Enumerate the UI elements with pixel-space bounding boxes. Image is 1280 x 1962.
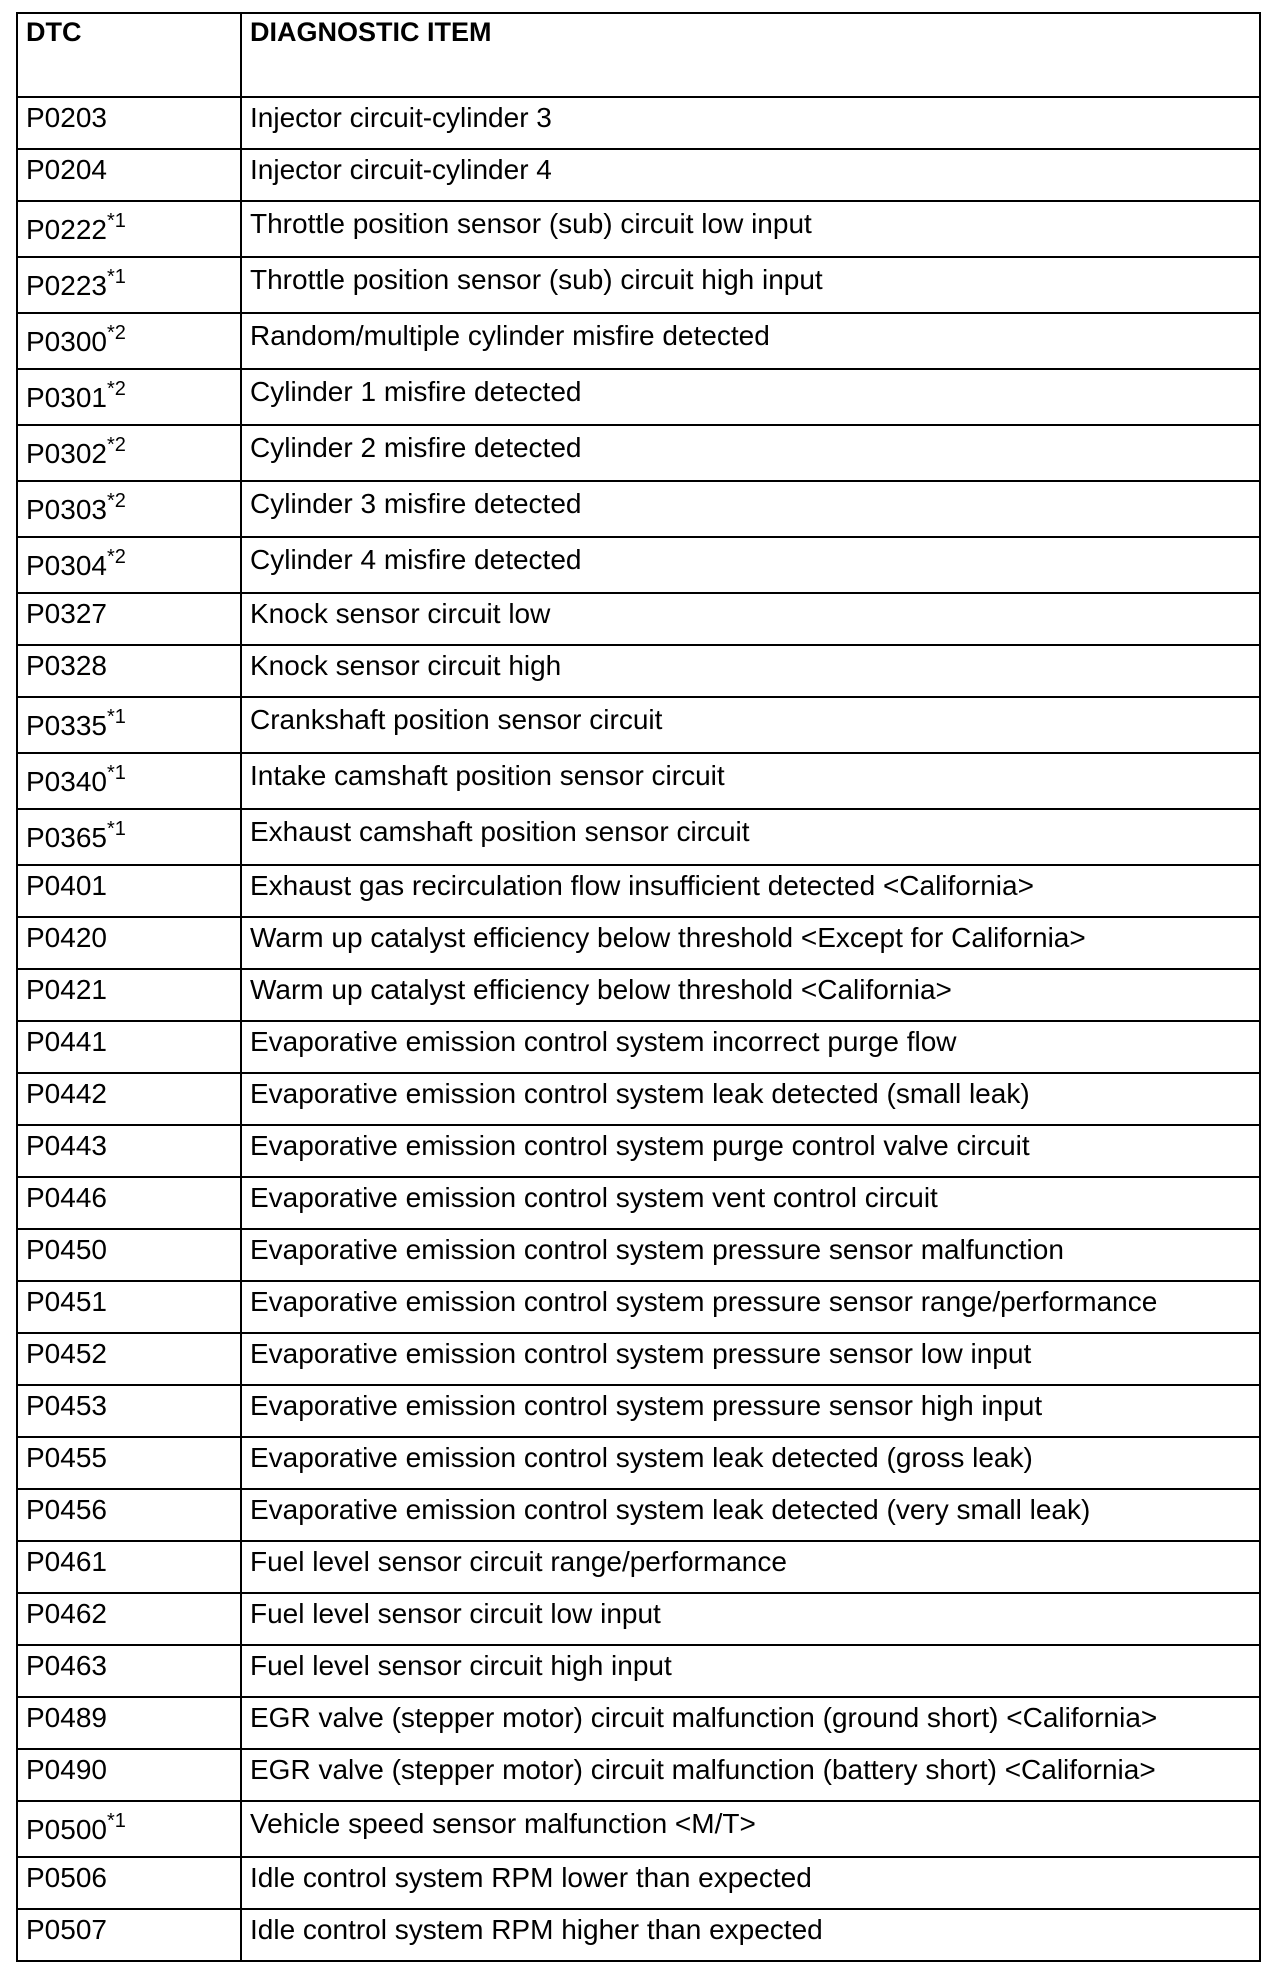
table-row xyxy=(17,1125,1260,1177)
dtc-code: P0304 xyxy=(26,550,107,581)
dtc-code: P0500 xyxy=(26,1814,107,1845)
dtc-code: P0452 xyxy=(26,1338,107,1369)
diagnostic-item-cell: Evaporative emission control system pressure sensor malfunction xyxy=(241,1229,1260,1281)
dtc-code: P0204 xyxy=(26,154,107,185)
dtc-note-mark: *2 xyxy=(106,377,126,400)
dtc-code-cell xyxy=(17,1593,241,1645)
diagnostic-item-cell: Evaporative emission control system leak detected (small leak) xyxy=(241,1073,1260,1125)
dtc-code: P0302 xyxy=(26,438,107,469)
dtc-code-cell xyxy=(17,969,241,1021)
diagnostic-item-cell: Evaporative emission control system vent control circuit xyxy=(241,1177,1260,1229)
dtc-code: P0301 xyxy=(26,382,107,413)
dtc-code-cell xyxy=(17,1749,241,1801)
diagnostic-item-cell: Evaporative emission control system pressure sensor high input xyxy=(241,1385,1260,1437)
dtc-code: P0327 xyxy=(26,598,107,629)
table-row xyxy=(17,697,1260,753)
dtc-code: P0453 xyxy=(26,1390,107,1421)
diagnostic-item-cell: Throttle position sensor (sub) circuit high input xyxy=(241,257,1260,313)
table-row xyxy=(17,481,1260,537)
dtc-code: P0490 xyxy=(26,1754,107,1785)
dtc-code: P0421 xyxy=(26,974,107,1005)
table-row xyxy=(17,1909,1260,1961)
diagnostic-item-cell: Cylinder 2 misfire detected xyxy=(241,425,1260,481)
table-row xyxy=(17,1697,1260,1749)
diagnostic-item-cell: Warm up catalyst efficiency below threshold <California> xyxy=(241,969,1260,1021)
diagnostic-item-cell: Throttle position sensor (sub) circuit low input xyxy=(241,201,1260,257)
diagnostic-item-cell: Fuel level sensor circuit high input xyxy=(241,1645,1260,1697)
table-row xyxy=(17,1229,1260,1281)
dtc-code: P0461 xyxy=(26,1546,107,1577)
diagnostic-item-cell: Cylinder 3 misfire detected xyxy=(241,481,1260,537)
dtc-code: P0507 xyxy=(26,1914,107,1945)
diagnostic-item-cell: Knock sensor circuit low xyxy=(241,593,1260,645)
diagnostic-item-cell: Idle control system RPM higher than expected xyxy=(241,1909,1260,1961)
dtc-code-cell xyxy=(17,1177,241,1229)
table-row xyxy=(17,1021,1260,1073)
header-dtc: DTC xyxy=(17,13,241,97)
dtc-code: P0443 xyxy=(26,1130,107,1161)
dtc-note-mark: *1 xyxy=(106,705,126,728)
dtc-code: P0442 xyxy=(26,1078,107,1109)
dtc-note-mark: *2 xyxy=(106,321,126,344)
dtc-code: P0203 xyxy=(26,102,107,133)
dtc-code-cell xyxy=(17,1021,241,1073)
dtc-code: P0446 xyxy=(26,1182,107,1213)
table-row xyxy=(17,1073,1260,1125)
dtc-code: P0303 xyxy=(26,494,107,525)
diagnostic-item-cell: Cylinder 1 misfire detected xyxy=(241,369,1260,425)
dtc-code-cell xyxy=(17,425,241,481)
dtc-code-cell xyxy=(17,1385,241,1437)
dtc-note-mark: *1 xyxy=(106,817,126,840)
dtc-code-cell xyxy=(17,593,241,645)
diagnostic-item-cell: Evaporative emission control system purge control valve circuit xyxy=(241,1125,1260,1177)
dtc-code-cell xyxy=(17,257,241,313)
dtc-code: P0328 xyxy=(26,650,107,681)
dtc-code-cell xyxy=(17,917,241,969)
diagnostic-item-cell: Vehicle speed sensor malfunction <M/T> xyxy=(241,1801,1260,1857)
table-row xyxy=(17,537,1260,593)
dtc-code-cell xyxy=(17,537,241,593)
dtc-note-mark: *1 xyxy=(106,1809,126,1832)
dtc-code-cell xyxy=(17,1333,241,1385)
diagnostic-item-cell: EGR valve (stepper motor) circuit malfunction (ground short) <California> xyxy=(241,1697,1260,1749)
dtc-code-cell xyxy=(17,313,241,369)
dtc-code: P0340 xyxy=(26,766,107,797)
dtc-code: P0462 xyxy=(26,1598,107,1629)
table-row xyxy=(17,917,1260,969)
dtc-code-cell xyxy=(17,1073,241,1125)
diagnostic-item-cell: Evaporative emission control system leak detected (gross leak) xyxy=(241,1437,1260,1489)
dtc-code: P0420 xyxy=(26,922,107,953)
dtc-code-cell xyxy=(17,1541,241,1593)
dtc-code-cell xyxy=(17,1801,241,1857)
table-row xyxy=(17,809,1260,865)
table-row xyxy=(17,969,1260,1021)
table-row xyxy=(17,425,1260,481)
dtc-code-cell xyxy=(17,1909,241,1961)
table-row xyxy=(17,149,1260,201)
table-header-row xyxy=(17,13,1260,97)
dtc-code-cell xyxy=(17,1645,241,1697)
table-row xyxy=(17,1801,1260,1857)
dtc-code-cell xyxy=(17,97,241,149)
dtc-note-mark: *1 xyxy=(106,209,126,232)
diagnostic-item-cell: Injector circuit-cylinder 3 xyxy=(241,97,1260,149)
diagnostic-item-cell: Fuel level sensor circuit range/performance xyxy=(241,1541,1260,1593)
dtc-code: P0463 xyxy=(26,1650,107,1681)
diagnostic-item-cell: Knock sensor circuit high xyxy=(241,645,1260,697)
table-row xyxy=(17,1333,1260,1385)
dtc-code-cell xyxy=(17,481,241,537)
dtc-code: P0441 xyxy=(26,1026,107,1057)
dtc-code-cell xyxy=(17,645,241,697)
dtc-code: P0506 xyxy=(26,1862,107,1893)
table-row xyxy=(17,369,1260,425)
diagnostic-item-cell: Idle control system RPM lower than expected xyxy=(241,1857,1260,1909)
dtc-code: P0456 xyxy=(26,1494,107,1525)
dtc-code: P0401 xyxy=(26,870,107,901)
diagnostic-item-cell: Intake camshaft position sensor circuit xyxy=(241,753,1260,809)
diagnostic-item-cell: Evaporative emission control system pressure sensor low input xyxy=(241,1333,1260,1385)
table-row xyxy=(17,593,1260,645)
diagnostic-item-cell: Evaporative emission control system incorrect purge flow xyxy=(241,1021,1260,1073)
dtc-code-cell xyxy=(17,369,241,425)
dtc-code-cell xyxy=(17,1437,241,1489)
dtc-code: P0223 xyxy=(26,270,107,301)
dtc-code-cell xyxy=(17,149,241,201)
dtc-code-cell xyxy=(17,1697,241,1749)
diagnostic-item-cell: Fuel level sensor circuit low input xyxy=(241,1593,1260,1645)
diagnostic-item-cell: EGR valve (stepper motor) circuit malfunction (battery short) <California> xyxy=(241,1749,1260,1801)
diagnostic-item-cell: Exhaust camshaft position sensor circuit xyxy=(241,809,1260,865)
dtc-note-mark: *1 xyxy=(106,265,126,288)
table-row xyxy=(17,201,1260,257)
dtc-note-mark: *2 xyxy=(106,433,126,456)
dtc-code: P0450 xyxy=(26,1234,107,1265)
dtc-code-cell xyxy=(17,809,241,865)
dtc-code-cell xyxy=(17,697,241,753)
diagnostic-item-cell: Warm up catalyst efficiency below threshold <Except for California> xyxy=(241,917,1260,969)
dtc-code-cell xyxy=(17,201,241,257)
table-row xyxy=(17,1749,1260,1801)
diagnostic-item-cell: Cylinder 4 misfire detected xyxy=(241,537,1260,593)
table-row xyxy=(17,257,1260,313)
diagnostic-item-cell: Crankshaft position sensor circuit xyxy=(241,697,1260,753)
dtc-code-cell xyxy=(17,1125,241,1177)
dtc-code-cell xyxy=(17,1489,241,1541)
dtc-code-cell xyxy=(17,1281,241,1333)
dtc-note-mark: *2 xyxy=(106,545,126,568)
diagnostic-item-cell: Random/multiple cylinder misfire detected xyxy=(241,313,1260,369)
dtc-code-cell xyxy=(17,1229,241,1281)
dtc-note-mark: *1 xyxy=(106,761,126,784)
dtc-code-cell xyxy=(17,865,241,917)
table-row xyxy=(17,753,1260,809)
table-row xyxy=(17,1177,1260,1229)
dtc-note-mark: *2 xyxy=(106,489,126,512)
dtc-code: P0489 xyxy=(26,1702,107,1733)
table-row xyxy=(17,1541,1260,1593)
table-row xyxy=(17,1645,1260,1697)
dtc-code: P0300 xyxy=(26,326,107,357)
diagnostic-item-cell: Exhaust gas recirculation flow insufficient detected <California> xyxy=(241,865,1260,917)
header-diagnostic-item: DIAGNOSTIC ITEM xyxy=(241,13,1260,97)
dtc-code: P0455 xyxy=(26,1442,107,1473)
table-row xyxy=(17,1489,1260,1541)
table-row xyxy=(17,1281,1260,1333)
table-row xyxy=(17,1593,1260,1645)
dtc-code: P0335 xyxy=(26,710,107,741)
table-row xyxy=(17,1385,1260,1437)
dtc-code-cell xyxy=(17,753,241,809)
dtc-code: P0222 xyxy=(26,214,107,245)
table-row xyxy=(17,1857,1260,1909)
dtc-table xyxy=(16,12,1261,1962)
diagnostic-item-cell: Evaporative emission control system pressure sensor range/performance xyxy=(241,1281,1260,1333)
table-row xyxy=(17,865,1260,917)
dtc-code: P0451 xyxy=(26,1286,107,1317)
dtc-code: P0365 xyxy=(26,822,107,853)
table-row xyxy=(17,97,1260,149)
table-row xyxy=(17,1437,1260,1489)
dtc-code-cell xyxy=(17,1857,241,1909)
table-row xyxy=(17,313,1260,369)
table-row xyxy=(17,645,1260,697)
diagnostic-item-cell: Injector circuit-cylinder 4 xyxy=(241,149,1260,201)
diagnostic-item-cell: Evaporative emission control system leak detected (very small leak) xyxy=(241,1489,1260,1541)
